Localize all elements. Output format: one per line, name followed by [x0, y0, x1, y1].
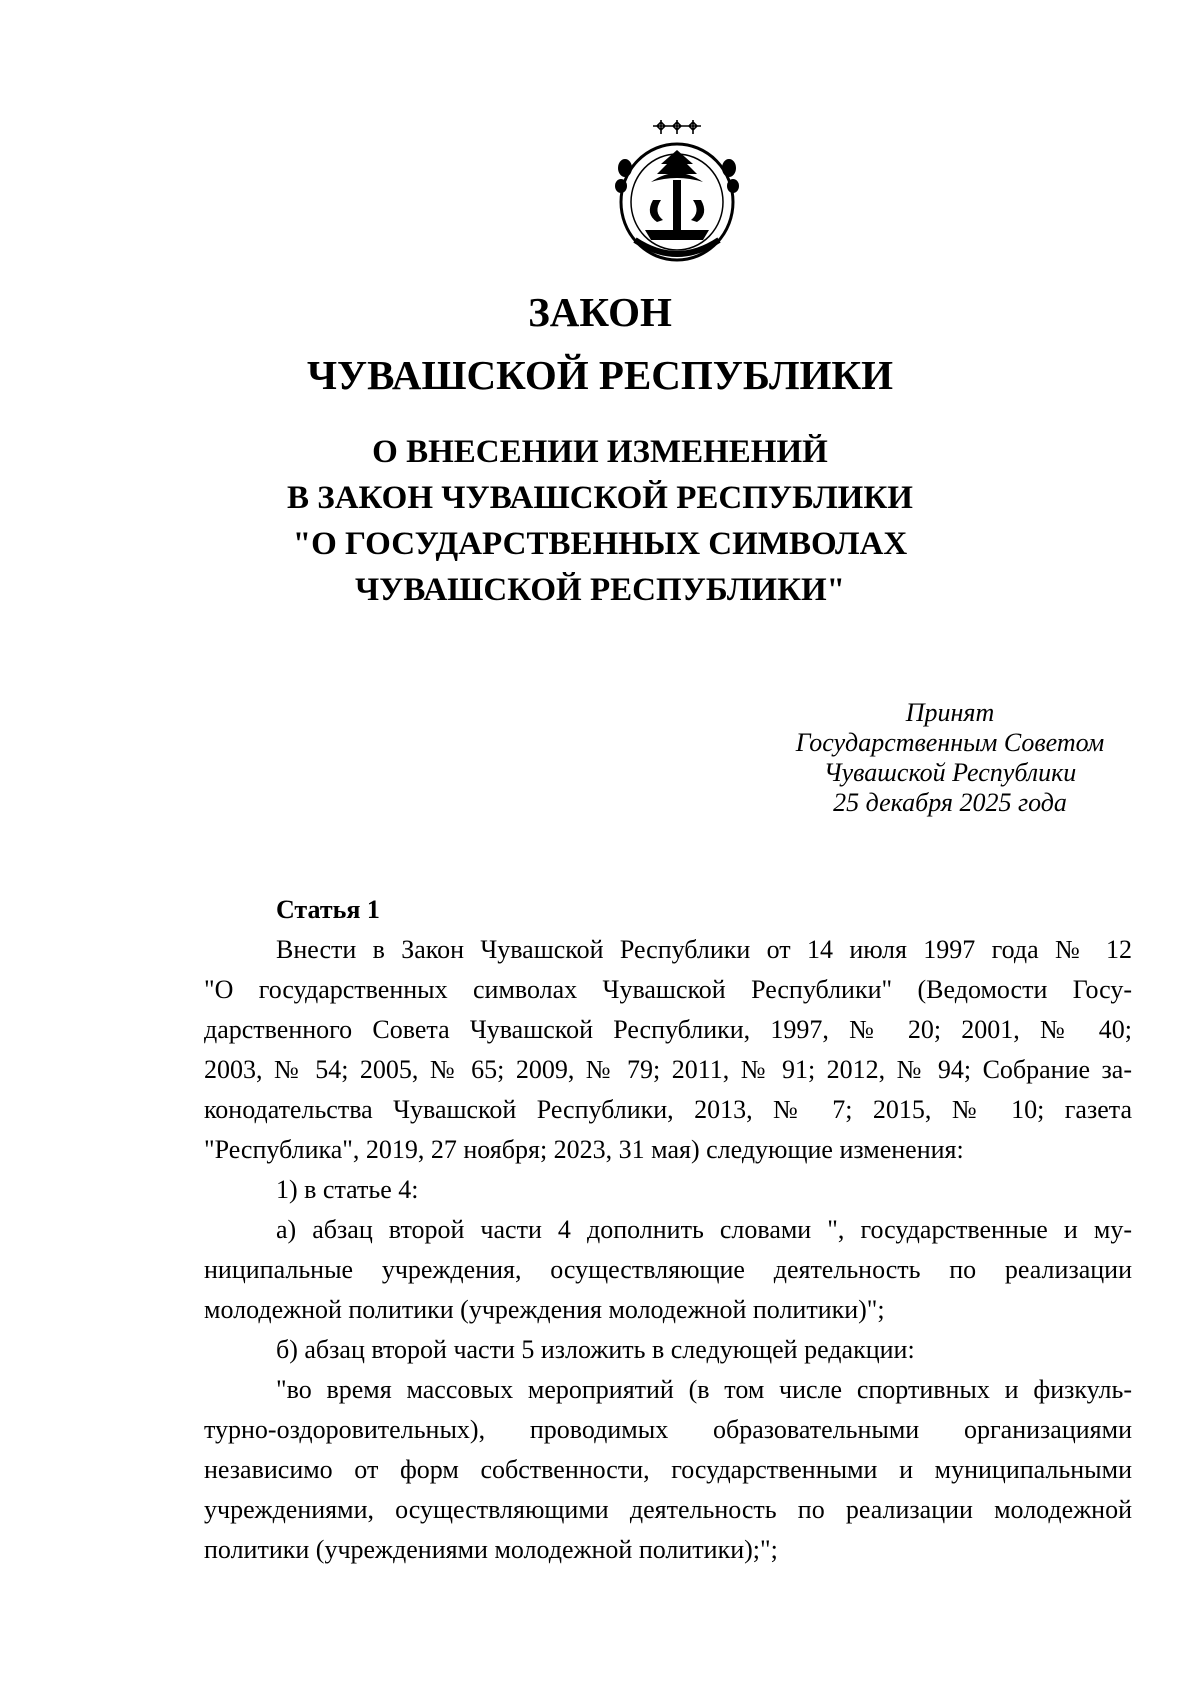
text-line: турно-оздоровительных), проводимых образовательными организациями — [204, 1415, 1132, 1444]
text-line: дарственного Совета Чувашской Республики, 1997, № 20; 2001, № 40; — [204, 1015, 1132, 1044]
text-line: конодательства Чувашской Республики, 2013, № 7; 2015, № 10; газета — [204, 1095, 1132, 1124]
text-line: Внести в Закон Чувашской Республики от 14 июля 1997 года № 12 — [276, 935, 1132, 964]
article-heading: Статья 1 — [276, 895, 380, 924]
republic-title: ЧУВАШСКОЙ РЕСПУБЛИКИ — [306, 352, 894, 398]
text-line: "во время массовых мероприятий (в том числе спортивных и физкуль- — [276, 1375, 1132, 1404]
text-line: б) абзац второй части 5 изложить в следующей редакции: — [276, 1335, 915, 1364]
adoption-line: 25 декабря 2025 года — [833, 788, 1067, 817]
text-line: "О государственных символах Чувашской Республики" (Ведомости Госу- — [204, 975, 1132, 1004]
text-line: а) абзац второй части 4 дополнить словами ", государственные и му- — [276, 1215, 1132, 1244]
adoption-note — [780, 698, 1120, 818]
text-line: политики (учреждениями молодежной политики);"; — [204, 1535, 778, 1564]
subtitle-line: О ВНЕСЕНИИ ИЗМЕНЕНИЙ — [372, 434, 828, 470]
text-line: учреждениями, осуществляющими деятельность по реализации молодежной — [204, 1495, 1132, 1524]
adoption-line: Государственным Советом — [795, 728, 1105, 757]
subtitle-line: ЧУВАШСКОЙ РЕСПУБЛИКИ" — [354, 572, 846, 608]
law-subtitle — [0, 429, 1200, 613]
text-line: ниципальные учреждения, осуществляющие деятельность по реализации — [204, 1255, 1132, 1284]
article-body — [204, 890, 1132, 1570]
chuvash-emblem-icon — [607, 120, 747, 265]
adoption-line: Принят — [905, 698, 995, 727]
text-line: молодежной политики (учреждения молодежной политики)"; — [204, 1295, 885, 1324]
text-line: "Республика", 2019, 27 ноября; 2023, 31 мая) следующие изменения: — [204, 1135, 964, 1164]
law-title: ЗАКОН — [528, 289, 672, 335]
text-line: независимо от форм собственности, государственными и муниципальными — [204, 1455, 1132, 1484]
subtitle-line: В ЗАКОН ЧУВАШСКОЙ РЕСПУБЛИКИ — [287, 480, 913, 516]
subtitle-line: "О ГОСУДАРСТВЕННЫХ СИМВОЛАХ — [292, 526, 908, 562]
text-line: 2003, № 54; 2005, № 65; 2009, № 79; 2011, № 91; 2012, № 94; Собрание за- — [204, 1055, 1132, 1084]
adoption-line: Чувашской Республики — [823, 758, 1077, 787]
text-line: 1) в статье 4: — [276, 1175, 419, 1204]
